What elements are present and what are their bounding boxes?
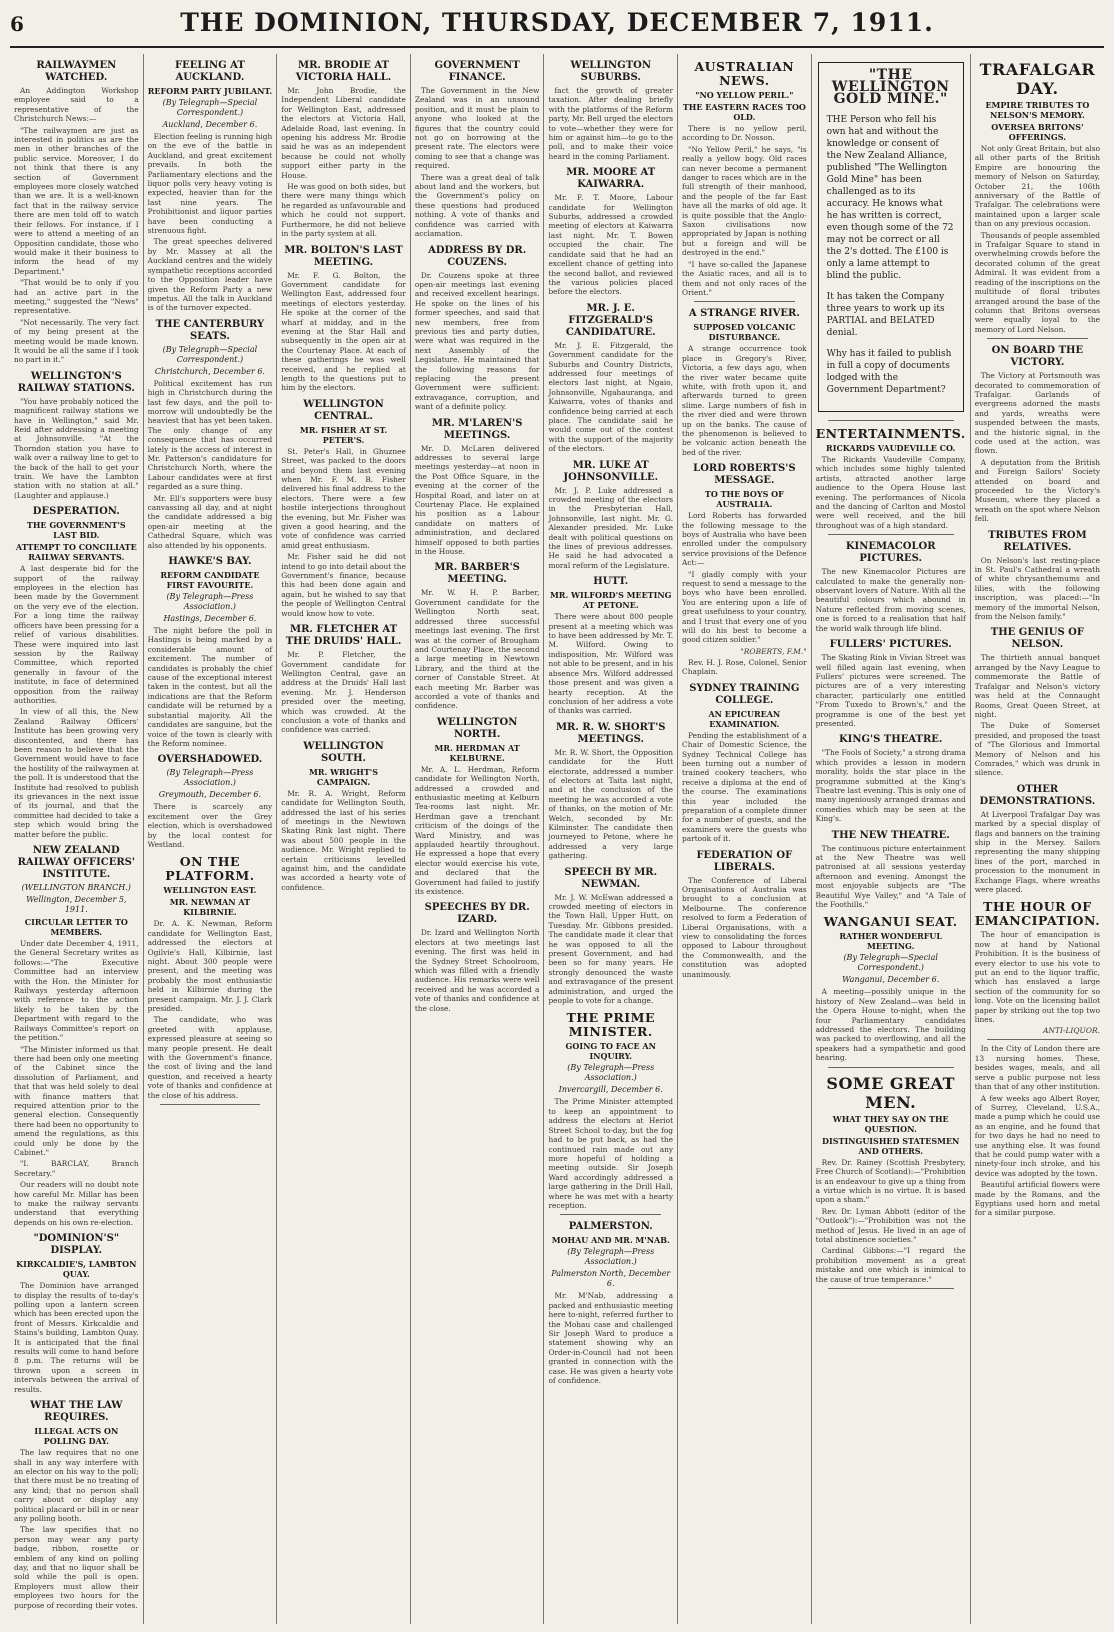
article-body [975, 371, 1100, 524]
article-body [14, 86, 139, 365]
article-paragraph: Beautiful artificial flowers were made by the Romans, and the Egyptians used horn and metal for a similar purpose. [974, 1180, 1101, 1218]
article-paragraph: Mr. John Brodie, the Independent Liberal candidate for Wellington East, addressed the electors at Victoria Hall, Adelaide Road, last evening. In opening his address Mr. Brodie said he was as an independent because he could not wholly support either party in the House. [281, 86, 406, 180]
column-1 [10, 54, 144, 1624]
article-subhead: Christchurch, December 6. [154, 366, 265, 376]
article [682, 308, 807, 457]
article-subhead: MOHAU AND MR. M'NAB. [551, 1235, 670, 1246]
article-body [148, 379, 273, 550]
article-body [816, 653, 966, 728]
article-body [415, 928, 540, 1013]
article-subhead: AN EPICUREAN EXAMINATION. [708, 708, 781, 729]
article-paragraph: Why has it failed to publish in full a copy of documents lodged with the Government Department? [826, 349, 952, 395]
article-headline: MR. BRODIE AT VICTORIA HALL. [295, 60, 392, 83]
article-body [975, 810, 1100, 895]
article-paragraph: Rev. Dr. Rainey (Scottish Presbytery, Free Church of Scotland):—"Prohibition is an endeavour to give up a thing from a virtue which is no virtue. It is based upon a sham." [815, 1157, 966, 1205]
article-subhead: Greymouth, December 6. [158, 790, 262, 800]
article-paragraph: Mr. J. P. Luke addressed a crowded meeting of the electors in the Presbyterian Hall, Johnsonville, last night. Mr. G. Alexander presided. Mr. Luke dealt with political questions on the lines of previous addresses. He said he had advocated a moral reform of the Legislature. [548, 485, 674, 570]
article-paragraph: Under date December 4, 1911, the General Secretary writes as follows:—"The Executive Committee had an interview with the Hon. the Minister for Railways yesterday afternoon with reference to the action likely to be taken by the Department with regard to the Railways Committee's report on the petition." [14, 939, 139, 1043]
article-body [548, 1097, 673, 1210]
article-headline: WELLINGTON'S RAILWAY STATIONS. [17, 370, 135, 394]
article-body [548, 341, 673, 454]
article-body [816, 455, 966, 530]
article-headline: WELLINGTON SOUTH. [303, 740, 384, 764]
article-headline: THE NEW THEATRE. [831, 829, 950, 841]
article [281, 245, 406, 393]
article [816, 639, 966, 728]
article-paragraph: Rev. Dr. Lyman Abbott (editor of the "Outlook"):—"Prohibition was not the method of Jesus. He lived in an age of total abstinence societies." [815, 1206, 966, 1244]
article-paragraph: Election feeling is running high on the eve of the battle in Auckland, and great excitement prevails. In both the Parliamentary elections and the liquor polls very heavy voting is expected, heavier than for the last nine years. The Prohibitionist and liquor parties have been conducting a strenuous fight. [147, 132, 273, 236]
article-paragraph: Dr. Izard and Wellington North electors at two meetings last evening. The first was held in the Sydney Street Schoolroom, which was filled with a friendly audience. His remarks were well received and he was accorded a vote of thanks and confidence at the close. [414, 928, 540, 1013]
article-paragraph: At Liverpool Trafalgar Day was marked by a special display of flags and banners on the training ship in the Mersey. Sailors representing the many shipping lines of the port, marched in procession to the monument in Exchange Flags, where wreaths were placed. [974, 809, 1101, 894]
article-headline: MR. J. E. FITZGERALD'S CANDIDATURE. [565, 302, 656, 338]
article-headline: MR. M'LAREN'S MEETINGS. [431, 417, 523, 441]
article-headline: AUSTRALIAN NEWS. [694, 59, 795, 88]
article [415, 60, 540, 239]
article-paragraph: Mr. J. W. McEwan addressed a crowded meeting of electors in the Town Hall, Upper Hutt, on Tuesday. Mr. Gibbons presided. The candidate made it clear that he was opposed to all the present Government, and had been so for many years. He strongly denounced the waste and extravagance of the present administration, and urged the people to vote for a change. [548, 892, 674, 1006]
article-subhead: MR. HERDMAN AT KELBURNE. [434, 742, 520, 763]
article-paragraph: The continuous picture entertainment at the New Theatre was well patronised at all sessions yesterday afternoon and evening. Amongst the most enjoyable subjects are "The Beautiful Wye Valley," and "A Tale of the Foothills." [815, 843, 966, 910]
article-paragraph: Cardinal Gibbons:—"I regard the prohibition movement as a great mistake and one which is inimical to the cause of true temperance." [815, 1246, 966, 1284]
article-body [682, 124, 807, 297]
section-rule [828, 534, 954, 535]
article-paragraph: "I gladly comply with your request to send a message to the boys who have been enrolled. You are entering upon a life of great usefulness to your country, and I trust that every one of you will do his best to become a good citizen soldier." [682, 569, 807, 645]
article [682, 463, 807, 677]
article [816, 830, 966, 910]
column-5 [544, 54, 678, 1624]
article-paragraph: Not only Great Britain, but also all other parts of the British Empire are honouring the memory of Nelson on Saturday, October 21, the 106th anniversary of the Battle of Trafalgar. The celebrations were maintained upon a larger scale than on any previous occasion. [974, 144, 1101, 229]
article-paragraph: An Addington Workshop employee said to a representative of the Christchurch News:— [14, 86, 139, 124]
article-body [975, 556, 1100, 622]
article-subhead: TO THE BOYS OF AUSTRALIA. [704, 489, 784, 510]
article-headline: WHAT THE LAW REQUIRES. [30, 1400, 123, 1424]
section-rule [694, 301, 795, 302]
article-paragraph: ANTI-LIQUOR. [1042, 1026, 1101, 1036]
article-paragraph: The Prime Minister attempted to keep an appointment to address the electors at Heriot Street School to-day, but the fog had to be put back, as had the continued rain made out any more hopeful of holding a meeting outside. Sir Joseph Ward accordingly addressed a large gathering in the Drill Hall, where he was met with a hearty reception. [548, 1097, 674, 1210]
article-subhead: RICKARDS VAUDEVILLE CO. [826, 443, 956, 453]
article [14, 60, 139, 365]
article [816, 1074, 966, 1284]
article-body [415, 271, 540, 412]
article-paragraph: A strange occurrence took place in Gregory's River, Victoria, a few days ago, when the river water became quite white, with froth upon it, and afterwards turned to green slime. Large numbers of fish in the river died and were thrown up on the banks. The cause of the phenomenon is believed to be volcanic action beneath the bed of the river. [682, 344, 807, 457]
article-body [281, 271, 406, 393]
column-7 [812, 54, 971, 1624]
article-headline: SYDNEY TRAINING COLLEGE. [689, 682, 800, 706]
section-rule [987, 338, 1088, 339]
article-subhead: MR. NEWMAN AT KILBIRNIE. [169, 897, 251, 918]
article-headline: RAILWAYMEN WATCHED. [36, 60, 117, 83]
article [975, 60, 1100, 334]
article-body [281, 86, 406, 239]
article-subhead: (By Telegraph—Press Association.) [567, 1063, 655, 1083]
article-body [14, 1448, 139, 1610]
article-headline: ON BOARD THE VICTORY. [991, 345, 1084, 369]
article-subhead: Hastings, December 6. [163, 614, 257, 624]
section-rule [160, 1104, 261, 1105]
article-paragraph: Rev. H. J. Rose, Colonel, Senior Chaplain. [682, 657, 807, 677]
article-paragraph: Mr. Ell's supporters were busy canvassing all day, and at night the candidate addressed a big open-air meeting at the Cathedral Square, which was also attended by his opponents. [147, 493, 273, 550]
article-headline: MR. MOORE AT KAIWARRA. [566, 167, 656, 191]
article [548, 1221, 673, 1385]
article-headline: OTHER DEMONSTRATIONS. [979, 783, 1096, 807]
article-body [975, 144, 1100, 334]
article-paragraph: A few weeks ago Albert Royer, of Surrey, Cleveland, U.S.A., made a pump which he could use as an engine, and he found that for two days he had no need to use anything else. It was found that he could pump water with a ninety-four inch stroke, and his device was adopted by the town. [974, 1093, 1101, 1178]
article-subhead: MR. FISHER AT ST. PETER'S. [299, 424, 388, 445]
article-subhead: GOING TO FACE AN INQUIRY. [565, 1041, 656, 1062]
article-paragraph: A last desperate bid for the support of the railway employees in the election has been made by the Government on the very eve of the election. For a long time the railway officers have been pressing for a relief of various disabilities. These were inquired into last session by the Railway Committee, which reported generally in favour of the institute, in face of determined opposition from the railway authorities. [14, 564, 139, 705]
article-headline: A STRANGE RIVER. [688, 308, 800, 320]
article-paragraph: THE Person who fell his own hat and without the knowledge or consent of the New Zealand Alliance, published "The Wellington Gold Mine" has been challenged as to its accuracy. He knows what he has written is correct, even though some of the 72 may not be correct or all the 2's dotted. The £100 is only a lame attempt to blind the public. [826, 115, 954, 281]
article-paragraph: There was a great deal of talk about land and the workers, but the Government's policy on these questions had produced nothing. A vote of thanks and confidence was carried with acclamation. [414, 172, 540, 239]
article-subhead: (By Telegraph—Special Correspondent.) [843, 953, 938, 973]
article-subhead: ILLEGAL ACTS ON POLLING DAY. [34, 1426, 119, 1447]
article-subhead: THE GOVERNMENT'S LAST BID. [26, 520, 126, 541]
article [548, 722, 673, 861]
article-body [415, 765, 540, 897]
article-paragraph: "I. BARCLAY, Branch Secretary." [14, 1159, 139, 1178]
column-2 [144, 54, 278, 1624]
article-subhead: (By Telegraph—Special Correspondent.) [162, 344, 258, 364]
article-subhead: CIRCULAR LETTER TO MEMBERS. [24, 917, 128, 938]
article-subhead: Wanganui, December 6. [842, 975, 940, 985]
article-paragraph: "The Fools of Society," a strong drama which provides a lesson in modern morality, holds the star place in the programme submitted at the King's Theatre last evening. This is only one of many ingeniously arranged dramas and comedies which may be seen at the King's. [815, 748, 966, 824]
article-headline: ENTERTAINMENTS. [815, 426, 966, 441]
article [975, 900, 1100, 1035]
column-3 [277, 54, 411, 1624]
article [148, 60, 273, 313]
masthead [10, 8, 1104, 48]
article [148, 754, 273, 849]
section-rule [987, 1039, 1088, 1040]
article-body [148, 132, 273, 313]
article-body [682, 876, 807, 979]
article-headline: WELLINGTON CENTRAL. [303, 398, 384, 422]
newspaper-title: THE DOMINION, THURSDAY, DECEMBER 7, 1911. [180, 8, 934, 37]
article-subhead: REFORM PARTY JUBILANT. [147, 86, 273, 96]
article-subhead: Palmerston North, December 6. [551, 1269, 671, 1289]
article-paragraph: "You have probably noticed the magnificent railway stations we have in Wellington," said Mr. Reid after addressing a meeting at Johnsonville. "At the Thorndon station you have to walk over a railway line to get to the back of the hall to get your train. We have the Lambton station with no station at all." (Laughter and applause.) [14, 396, 139, 500]
article-paragraph: St. Peter's Hall, in Ghuznee Street, was packed to the doors and beyond them last evening when Mr. F. M. B. Fisher delivered his final address to the electors. There were a few hostile interjections throughout the evening, but Mr. Fisher was given a good hearing, and the vote of confidence was carried amid great enthusiasm. [281, 446, 406, 550]
article-paragraph: fact the growth of greater taxation. After dealing briefly with the platforms of the Reform party, Mr. Bell urged the electors to vote—whether they were for him or against him—to go to the poll, and to make their voice heard in the coming Parliament. [548, 86, 674, 161]
article-paragraph: The night before the poll in Hastings is being marked by a considerable amount of excitement. The number of candidates is probably the chief cause of the exceptional interest taken in the contest, but all the indications are that the Reform candidate will be returned by a substantial majority. All the candidates are sanguine, but the voice of the town is clearly with the Reform nominee. [147, 626, 273, 748]
article-headline: WANGANUI SEAT. [823, 914, 958, 930]
page-number: 6 [10, 12, 24, 36]
article-headline: MR. R. W. SHORT'S MEETINGS. [555, 721, 666, 745]
article-paragraph: "ROBERTS, F.M." [740, 646, 807, 656]
article [548, 867, 673, 1006]
article-headline: WELLINGTON NORTH. [436, 716, 518, 740]
article-body [281, 789, 406, 892]
article [148, 556, 273, 748]
article-paragraph: "The railwaymen are just as interested in politics as are the men in other branches of the public service. Moreover, I do not think that there is any section of Government employees more closely watched than we are. It is a well-known fact that in the railway service there are men told off to watch their fellows. For instance, if I were to attend a meeting of an Opposition candidate, those who would make it their business to inform the head of my Department." [14, 125, 139, 276]
article [281, 60, 406, 239]
article-body [281, 447, 406, 618]
article-paragraph: A deputation from the British and Foreign Sailors' Society attended on board and proceeded to the Victory's Museum, where they placed a wreath on the spot where Nelson fell. [974, 457, 1101, 524]
article-body [975, 930, 1100, 1035]
article-body [548, 893, 673, 1006]
article-body [415, 588, 540, 710]
article-body [816, 1158, 966, 1284]
article-headline: MR. FLETCHER AT THE DRUIDS' HALL. [285, 624, 402, 648]
article-body [148, 626, 273, 748]
article [148, 855, 273, 1100]
article-headline: OVERSHADOWED. [157, 754, 263, 766]
article-headline: LORD ROBERTS'S MESSAGE. [693, 463, 796, 487]
article [281, 624, 406, 735]
article [816, 734, 966, 823]
article-paragraph: Dr. A. K. Newman, Reform candidate for Wellington East, addressed the electors at Ogilvie's Hall, Kilbirnie, last night. About 300 people were present, and the meeting was probably the most enthusiastic held in Kilbirnie during the present campaign. Mr. J. J. Clark presided. [147, 919, 273, 1013]
article-subhead: Invercargill, December 6. [558, 1085, 663, 1095]
article-body [816, 987, 966, 1062]
article [548, 576, 673, 715]
section-rule [828, 1067, 954, 1068]
article-paragraph: Political excitement has run high in Christchurch during the last few days, and the poll to-morrow will undoubtedly be the heaviest that has yet been taken. The only change of any consequence that has occurred lately is the access of interest in Mr. Patterson's candidature for Christchurch North, where the Labour candidates were at first regarded as a sure thing. [147, 378, 273, 492]
article-body [816, 844, 966, 910]
article-paragraph: The Skating Rink in Vivian Street was well filled again last evening, when Fullers' pictures were screened. The pictures are of a very interesting character, particularly one entitled "From Tuxedo to Brown's," and the programme is one of the best yet presented. [815, 653, 966, 728]
article [975, 345, 1100, 524]
article-subhead: (By Telegraph—Press Association.) [166, 768, 254, 788]
article-paragraph: Mr. Fisher said he did not intend to go into detail about the Government's finance, because this had been done again and again, but he wished to say that the people of Wellington Central would know how to vote. [281, 552, 406, 618]
article-body [975, 653, 1100, 777]
article [14, 371, 139, 500]
article [682, 850, 807, 979]
article-paragraph: The new Kinemacolor Pictures are calculated to make the generally non-observant lovers of Nature. With all the beautiful colours which abound in Nature reflected from moving scenes, one is forced to a realisation that half the world walk through life blind. [815, 567, 966, 633]
article-headline: SPEECHES BY DR. IZARD. [424, 902, 530, 926]
article-paragraph: Mr. F. G. Bolton, the Government candidate for Wellington East, addressed four meetings of electors yesterday. He spoke at the corner of the wharf at midday, and in the evening at the Star Hall and subsequently in the open air at the Courtenay Place. At each of these gatherings he was well received, and he replied at length to the questions put to him by the electors. [281, 270, 406, 393]
article-subhead: (By Telegraph—Special Correspondent.) [162, 98, 258, 117]
article-body [148, 802, 273, 849]
article-paragraph: Thousands of people assembled in Trafalgar Square to stand in overwhelming crowds before the decorated column of the great Admiral. It was evident from a reading of the inscriptions on the multitude of floral tributes arranged around the base of the column that Britons overseas were equally loyal to the memory of Lord Nelson. [974, 230, 1101, 334]
section-rule [828, 1288, 954, 1289]
article-headline: ON THE PLATFORM. [165, 854, 255, 884]
article-paragraph: Mr. J. E. Fitzgerald, the Government candidate for the Suburbs and Country Districts, addressed four meetings of electors last night, at Ngaio, Johnsonville, Ngahauranga, and Kaiwarra, votes of thanks and confidence being carried at each place. The candidate said he would come out of the contest with the support of the majority of the electors. [548, 340, 674, 454]
article-body [415, 444, 540, 557]
article-headline: ADDRESS BY DR. COUZENS. [428, 244, 527, 268]
article-paragraph: The law specifies that no person may wear any party badge, ribbon, rosette or emblem of any kind on polling day, and that no liquor shall be sold while the poll is open. Employers must allow their employees two hours for the purpose of recording their votes. [14, 1525, 139, 1610]
article-body [548, 86, 673, 161]
article-headline: MR. LUKE AT JOHNSONVILLE. [563, 459, 659, 483]
article [14, 1233, 139, 1394]
article-paragraph: A meeting—possibly unique in the history of New Zealand—was held in the Opera House to-night, when the four Parliamentary candidates addressed the electors. The building was packed to overflowing, and all the speakers had a sympathetic and good hearing. [815, 987, 966, 1063]
article-paragraph: "That would be to only if you had an active part in the meeting," suggested the "News" representative. [14, 278, 139, 316]
columns-container [10, 54, 1104, 1624]
article-subhead: OVERSEA BRITONS' OFFERINGS. [991, 122, 1084, 142]
article-body [548, 612, 673, 715]
article-paragraph: Mr. R. A. Wright, Reform candidate for Wellington South, addressed the last of his series of meetings in the Newtown Skating Rink last night. There was about 500 people in the audience. Mr. Wright replied to certain criticisms levelled against him, and the candidate was accorded a hearty vote of confidence. [281, 788, 406, 892]
article-subhead: REFORM CANDIDATE FIRST FAVOURITE. [160, 570, 260, 591]
article-paragraph: The great speeches delivered by Mr. Massey at all the Auckland centres and the widely sympathetic receptions accorded to the Opposition leader have given the Reform Party a new impetus. All the talk in Auckland is of the turnover expected. [147, 237, 273, 313]
article-subhead: (WELLINGTON BRANCH.) [21, 883, 131, 893]
article-paragraph: Dr. Couzens spoke at three open-air meetings last evening and received excellent hearings. He spoke on the lines of his former speeches, and said that new members, free from previous ties and party duties, were what was required in the next Assembly of the Legislature. He maintained that the following reasons for replacing the present Government were sufficient: extravagance, corruption, and want of a definite policy. [414, 270, 540, 412]
article-paragraph: In view of all this, the New Zealand Railway Officers' Institute has been growing very discontented, and there has been reason to believe that the Government would have to face the hostility of the railwaymen at the poll. It is understood that the Institute had resolved to publish its grievances in the next issue of its journal, and that the committee had decided to take a step which would bring the matter before the public. [14, 707, 139, 839]
article-paragraph: Our readers will no doubt note how careful Mr. Millar has been to make the railway servants understand that everything depends on his own re-election. [14, 1180, 139, 1227]
column-6 [678, 54, 812, 1624]
article [14, 1400, 139, 1610]
article-paragraph: The law requires that no one shall in any way interfere with an elector on his way to the poll; that there must be no treating of any kind; that no person shall carry about or display any political placard or bill in or near any polling booth. [14, 1448, 139, 1523]
article-paragraph: On Nelson's last resting-place in St. Paul's Cathedral a wreath of white chrysanthemums and lilies, with the following inscription, was placed:—"In memory of the immortal Nelson, from the Nelson family." [974, 555, 1101, 622]
section-rule [828, 420, 954, 421]
article-paragraph: The Government in the New Zealand was in an unsound position, and it must be plain to anyone who looked at the figures that the country could not go on borrowing at the present rate. The electors were coming to see that a change was required. [414, 86, 540, 171]
article-paragraph: Lord Roberts has forwarded the following message to the boys of Australia who have been enrolled under the compulsory service provisions of the Defence Act:— [682, 511, 807, 568]
article [148, 319, 273, 550]
article [682, 60, 807, 297]
article-paragraph: "I have so-called the Japanese the Asiatic races, and all is to them and not only races of the Orient." [682, 259, 807, 297]
article-paragraph: He was good on both sides, but there were many things which he regarded as unfavourable and which he could not support. Furthermore, he did not believe in the party system at all. [281, 182, 406, 239]
article-body [548, 486, 673, 571]
article [14, 845, 139, 1227]
article [682, 683, 807, 844]
article-body [975, 1044, 1100, 1217]
article-paragraph: Pending the establishment of a Chair of Domestic Science, the Sydney Technical College has been turning out a number of trained cookery teachers, who receive a diploma at the end of the course. The examinations this year included the preparation of a complete dinner for a number of guests, and the examiners were the guests who partook of it. [682, 730, 807, 844]
article-paragraph: The candidate, who was greeted with applause, expressed pleasure at seeing so many people present. He dealt with the Government's finance, the cost of living and the land question, and received a hearty vote of thanks and confidence at the close of his address. [147, 1015, 273, 1100]
article-paragraph: Mr. W. H. P. Barber, Government candidate for the Wellington North seat, addressed three successful meetings last evening. The first was at the corner of Brougham and Courtenay Place, the second a large meeting in Newtown Library, and the third at the corner of Constable Street. At each meeting Mr. Barber was accorded a vote of thanks and confidence. [414, 588, 540, 711]
article-paragraph: In the City of London there are 13 nursing homes. These, besides wages, meals, and all serve a public purpose not less than that of any other institution. [974, 1044, 1101, 1092]
article [818, 62, 964, 412]
article-headline: MR. BARBER'S MEETING. [434, 562, 520, 586]
article-headline: THE PRIME MINISTER. [566, 1010, 655, 1040]
article-subhead: WHAT THEY SAY ON THE QUESTION. [832, 1113, 949, 1134]
article-headline: NEW ZEALAND RAILWAY OFFICERS' INSTITUTE. [17, 845, 135, 881]
article-paragraph: There were about 800 people present at a meeting which was to have been addressed by Mr. T. M. Wilford. Owing to indisposition, Mr. Wilford was not able to be present, and in his absence Mrs. Wilford addressed those present and was given a hearty reception. At the conclusion of her address a vote of thanks was carried. [548, 612, 674, 716]
article-headline: FEDERATION OF LIBERALS. [696, 849, 793, 873]
article [415, 902, 540, 1013]
article-body [816, 748, 966, 823]
article-subhead: THE EASTERN RACES TOO OLD. [682, 102, 806, 122]
article-headline: THE GENIUS OF NELSON. [990, 627, 1084, 651]
article-headline: MR. BOLTON'S LAST MEETING. [284, 244, 403, 268]
article-headline: "DOMINION'S" DISPLAY. [33, 1233, 120, 1257]
article [816, 427, 966, 530]
article-body [14, 939, 139, 1227]
article-paragraph: There is no yellow peril, according to Dr. Nosson. [682, 124, 807, 143]
article [975, 530, 1100, 622]
article [548, 167, 673, 296]
column-4 [411, 54, 545, 1624]
article-headline: HAWKE'S BAY. [168, 556, 252, 568]
article [975, 1044, 1100, 1217]
article-headline: PALMERSTON. [568, 1221, 653, 1233]
article-headline: "THE WELLINGTON GOLD MINE." [831, 67, 950, 107]
article-headline: THE CANTERBURY SEATS. [155, 318, 265, 342]
article [415, 418, 540, 557]
article-headline: HUTT. [593, 576, 629, 588]
article-paragraph: "The Minister informed us that there had been only one meeting of the Cabinet since the dissolution of Parliament, and that that was held solely to deal with finance matters that required attention prior to the general election. Consequently there had been no opportunity to amend the regulations, as this could only be done by the Cabinet." [14, 1044, 139, 1157]
article [816, 541, 966, 633]
article-body [281, 650, 406, 735]
article-body [14, 1281, 139, 1394]
column-8 [971, 54, 1104, 1624]
article-subhead: MR. WRIGHT'S CAMPAIGN. [309, 766, 379, 787]
article-paragraph: The Duke of Somerset presided, and proposed the toast of "The Glorious and Immortal Memory of Nelson and his Comrades," which was drunk in silence. [974, 721, 1101, 778]
article-paragraph: The thirtieth annual banquet arranged by the Navy League to commemorate the Battle of Trafalgar and Nelson's victory was held at the Connaught Rooms, Great Queen Street, at night. [974, 653, 1101, 719]
article-headline: WELLINGTON SUBURBS. [570, 60, 652, 83]
article [415, 717, 540, 897]
article-paragraph: The hour of emancipation is now at hand by National Prohibition. It is the business of every elector to use his vote to put an end to the liquor traffic, which has enslaved a large section of the community for so long. Vote on the licensing ballot paper by striking out the top two lines. [974, 930, 1101, 1025]
article-body [14, 564, 139, 839]
article-paragraph: The Dominion have arranged to display the results of to-day's polling upon a lantern screen which has been erected upon the front of Messrs. Kirkcaldie and Stains's building, Lambton Quay. It is anticipated that the final results will come to hand before 8 p.m. The returns will be thrown upon a screen in intervals between the arrival of results. [14, 1281, 139, 1394]
article [548, 303, 673, 454]
article-subhead: "NO YELLOW PERIL." [695, 90, 794, 100]
article-subhead: Auckland, December 6. [162, 120, 258, 129]
article [281, 399, 406, 618]
article-headline: TRIBUTES FROM RELATIVES. [988, 529, 1087, 553]
article-body [548, 748, 673, 861]
article-headline: KINEMACOLOR PICTURES. [845, 541, 936, 565]
article-paragraph: The Victory at Portsmouth was decorated to commemoration of Trafalgar. Garlands of evergreens adorned the masts and yards, wreaths were suspended between the masts, and the historic signal, in the code used at the action, was flown. [974, 371, 1101, 456]
section-rule [560, 1214, 661, 1215]
article-headline: SOME GREAT MEN. [826, 1073, 955, 1112]
article-paragraph: Mr. P. Fletcher, the Government candidate for Wellington Central, gave an address at the Druids' Hall last evening. Mr. J. Henderson presided over the meeting, which was crowded. At the conclusion a vote of thanks and confidence was carried. [281, 650, 406, 735]
article-body [548, 1291, 673, 1385]
article-body [148, 919, 273, 1100]
article-paragraph: Mr. F. T. Moore, Labour candidate for Wellington Suburbs, addressed a crowded meeting of electors at Kaiwarra last night. Mr. T. Bowen occupied the chair. The candidate said that he had an excellent chance of getting into the second ballot, and reviewed the various policies placed before the electors. [548, 193, 674, 297]
article-headline: DESPERATION. [32, 506, 120, 518]
article-body [548, 193, 673, 296]
article [548, 460, 673, 571]
article-body [682, 731, 807, 844]
article-subhead: DISTINGUISHED STATESMEN AND OTHERS. [822, 1135, 960, 1156]
article-headline: FEELING AT AUCKLAND. [174, 60, 245, 83]
article-subhead: ATTEMPT TO CONCILIATE RAILWAY SERVANTS. [15, 542, 137, 563]
article-headline: GOVERNMENT FINANCE. [434, 60, 520, 83]
article-subhead: EMPIRE TRIBUTES TO NELSON'S MEMORY. [985, 100, 1090, 120]
article-headline: KING'S THEATRE. [838, 734, 943, 746]
article-subhead: RATHER WONDERFUL MEETING. [839, 931, 943, 952]
article [415, 562, 540, 710]
article [975, 627, 1100, 777]
article-paragraph: "No Yellow Peril," he says, "is really a yellow bogy. Old races can never become a permanent danger to races which are in the full strength of their manhood, and the people of the far East have all the marks of old age. It is quite possible that the Anglo-Saxon civilisations now appropriated by Japan is nothing but a foreign and will be destroyed in the end." [682, 144, 807, 258]
article-subhead: KIRKCALDIE'S, LAMBTON QUAY. [16, 1259, 137, 1280]
article-headline: TRAFALGAR DAY. [979, 60, 1096, 98]
article-subhead: (By Telegraph—Press Association.) [567, 1247, 655, 1267]
article-headline: SPEECH BY MR. NEWMAN. [564, 866, 658, 890]
article-subhead: WELLINGTON EAST. [163, 885, 257, 896]
article-body [682, 344, 807, 457]
article [548, 1011, 673, 1210]
article-paragraph: The Conference of Liberal Organisations of Australia was brought to a conclusion at Melbourne. The conference resolved to form a Federation of Liberal Organisations, with a view to consolidating the forces opposed to Labour throughout the Commonwealth, and the constitution was adopted unanimously. [682, 875, 807, 979]
article-body [14, 397, 139, 500]
article-headline: THE HOUR OF EMANCIPATION. [974, 899, 1101, 929]
article-paragraph: The Rickards Vaudeville Company, which includes some highly talented artists, attracted another large audience to the Opera House last evening. The performances of Nicola and the dancing of Carlton and Mostol were well received, and the bill throughout was of a high standard. [815, 455, 966, 530]
article-body [816, 567, 966, 633]
article [14, 506, 139, 839]
article-body [682, 511, 807, 677]
article-subhead: (By Telegraph—Press Association.) [166, 592, 254, 612]
article [548, 60, 673, 161]
article [975, 784, 1100, 895]
article-paragraph: Mr. M'Nab, addressing a packed and enthusiastic meeting here to-night, referred further to the Mohau case and challenged Sir Joseph Ward to produce a statement showing why an Order-in-Council had not been granted in connection with the case. He was given a hearty vote of confidence. [548, 1291, 674, 1385]
article-paragraph: Mr. A. L. Herdman, Reform candidate for Wellington North, addressed a crowded and enthusiastic meeting at Kelburn Tea-rooms last night. Mr. Herdman gave a trenchant criticism of the doings of the Ward Ministry, and was applauded heartily throughout. He expressed a hope that every elector would exercise his vote, and declared that the Government had failed to justify its existence. [414, 764, 540, 897]
article [816, 915, 966, 1062]
article-paragraph: There is scarcely any excitement over the Grey election, which is overshadowed by the local contest for Westland. [147, 802, 273, 849]
article-paragraph: "Not necessarily. The very fact of my being present at the meeting would be made known. It would be all the same if I took no part in it." [14, 317, 139, 365]
article-subhead: Wellington, December 5, 1911. [26, 895, 127, 915]
article-paragraph: Mr. R. W. Short, the Opposition candidate for the Hutt electorate, addressed a number of electors at Taita last night, and at the conclusion of the meeting he was accorded a vote of thanks, on the motion of Mr. Welch, seconded by Mr. Kilminster. The candidate then journeyed to Petone, where he addressed a very large gathering. [548, 747, 674, 861]
article-headline: FULLERS' PICTURES. [829, 639, 952, 651]
article-paragraph: It has taken the Company three years to work up its PARTIAL and BELATED denial. [826, 292, 945, 338]
article-body [415, 86, 540, 239]
article-subhead: SUPPOSED VOLCANIC DISTURBANCE. [693, 322, 796, 343]
article-paragraph: Mr. D. McLaren delivered addresses to several large meetings yesterday—at noon in the Post Office Square, in the evening at the corner of the Hospital Road, and later on at Courtenay Place. He explained his position as a Labour candidate on matters of administration, and declared himself opposed to both parties in the House. [414, 443, 540, 557]
article [281, 741, 406, 892]
article-subhead: MR. WILFORD'S MEETING AT PETONE. [549, 590, 672, 611]
article-body [827, 114, 955, 396]
article [415, 245, 540, 412]
